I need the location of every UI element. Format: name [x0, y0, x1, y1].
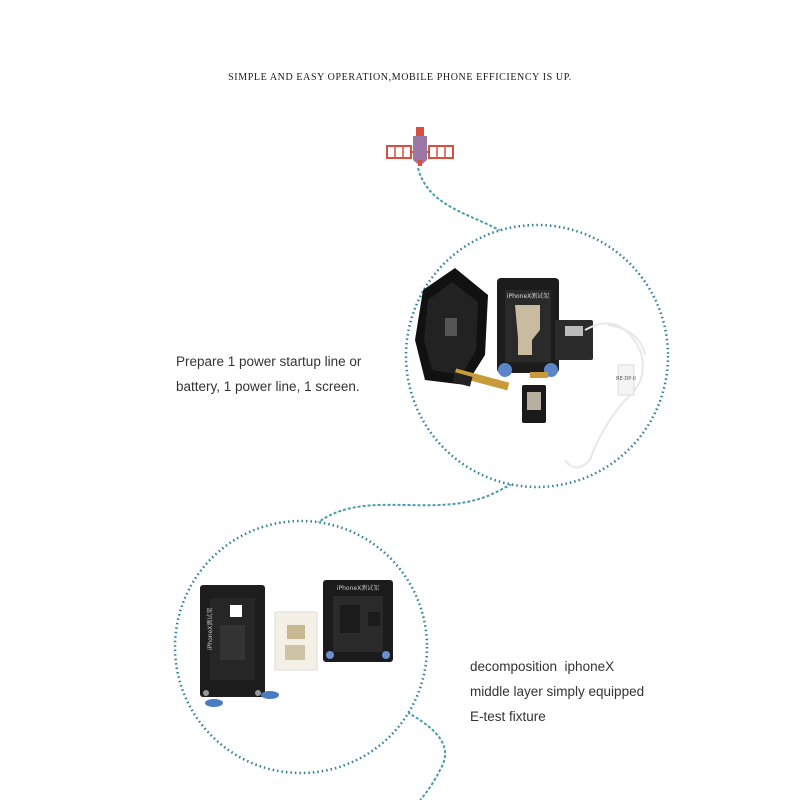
fixture-caption-line-1: decomposition iphoneX — [470, 659, 615, 674]
fixture-right-label: iPhoneX测试架 — [336, 585, 380, 592]
power-kit-caption-line-1: Prepare 1 power startup line or — [176, 354, 362, 369]
cable-tag: RE·DP·II — [616, 376, 636, 382]
satellite-icon — [387, 127, 453, 166]
fixture-caption-line-3: E-test fixture — [470, 709, 546, 724]
fixture-caption — [470, 654, 644, 729]
power-kit-caption-line-2: battery, 1 power line, 1 screen. — [176, 379, 360, 394]
fixture-left-label: iPhoneX测试架 — [207, 607, 214, 650]
fixture-label: iPhoneX测试架 — [506, 293, 550, 300]
page-headline: SIMPLE AND EASY OPERATION,MOBILE PHONE EFFICIENCY IS UP. — [228, 72, 572, 83]
power-kit-caption — [176, 349, 361, 399]
fixture-caption-line-2: middle layer simply equipped — [470, 684, 645, 699]
